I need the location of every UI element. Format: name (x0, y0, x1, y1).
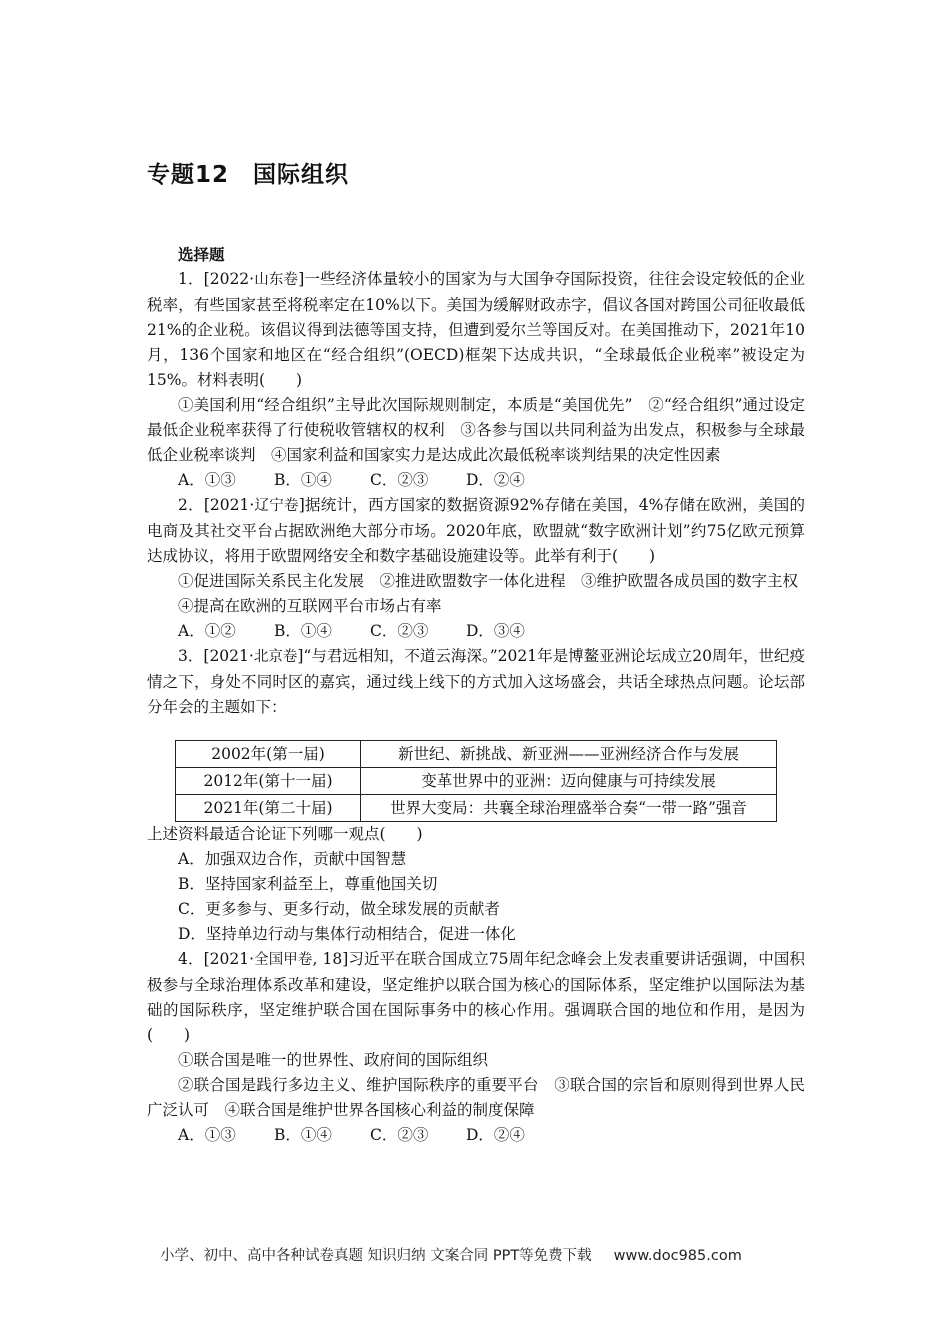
choice-d[interactable]: D．②④ (466, 471, 525, 489)
source-tag: 全国甲卷 (254, 952, 313, 968)
choice-a[interactable]: A．①③ (178, 471, 236, 489)
question-1-choices (147, 468, 805, 493)
section-heading: 选择题 (178, 245, 225, 264)
choice-b[interactable]: B．①④ (274, 471, 332, 489)
table-cell-theme: 新世纪、新挑战、新亚洲——亚洲经济合作与发展 (361, 741, 777, 768)
table-cell-theme: 世界大变局：共襄全球治理盛举合奏“一带一路”强音 (361, 795, 777, 822)
forum-theme-table (175, 740, 777, 822)
choice-d[interactable]: D．③④ (466, 622, 525, 640)
source-tag: 辽宁卷 (254, 498, 299, 514)
question-2-options-1: ①促进国际关系民主化发展 ②推进欧盟数字一体化进程 ③维护欧盟各成员国的数字主权 (178, 572, 799, 590)
table-cell-year: 2021年(第二十届) (176, 795, 361, 822)
footer-text: 小学、初中、高中各种试卷真题 知识归纳 文案合同 PPT等免费下载 (160, 1248, 592, 1264)
choice-d[interactable]: D．②④ (466, 1126, 525, 1144)
question-4-options-2: ②联合国是践行多边主义、维护国际秩序的重要平台 ③联合国的宗旨和原则得到世界人民广泛认可 ④联合国是维护世界各国核心利益的制度保障 (147, 1076, 805, 1119)
table-row (176, 741, 777, 768)
table-cell-theme: 变革世界中的亚洲：迈向健康与可持续发展 (361, 768, 777, 795)
choice-c[interactable]: C．②③ (370, 622, 429, 640)
source-tag: 山东卷 (254, 272, 299, 288)
question-4-choices (147, 1123, 805, 1148)
table-cell-year: 2002年(第一届) (176, 741, 361, 768)
choice-b[interactable]: B．①④ (274, 1126, 332, 1144)
table-row (176, 768, 777, 795)
choice-d[interactable]: D．坚持单边行动与集体行动相结合，促进一体化 (178, 925, 516, 943)
choice-c[interactable]: C．②③ (370, 471, 429, 489)
question-4-stem: 4．[2021·全国甲卷, 18]习近平在联合国成立75周年纪念峰会上发表重要讲话强调，中国积极参与全球治理体系改革和建设，坚定维护以联合国为核心的国际体系，坚定维护以国际法为基础的国际秩序，坚定维护联合国在国际事务中的核心作用。强调联合国的地位和作用，是因为( ) (147, 950, 805, 1044)
table-cell-year: 2012年(第十一届) (176, 768, 361, 795)
choice-c[interactable]: C．②③ (370, 1126, 429, 1144)
choice-a[interactable]: A．加强双边合作，贡献中国智慧 (178, 850, 407, 868)
choice-c[interactable]: C．更多参与、更多行动，做全球发展的贡献者 (178, 900, 500, 918)
choice-a[interactable]: A．①③ (178, 1126, 236, 1144)
choice-b[interactable]: B．①④ (274, 622, 332, 640)
table-row (176, 795, 777, 822)
question-2-stem: 2．[2021·辽宁卷]据统计，西方国家的数据资源92%存储在美国，4%存储在欧洲，美国的电商及其社交平台占据欧洲绝大部分市场。2020年底，欧盟就“数字欧洲计划”约75亿欧元预算达成协议，将用于欧盟网络安全和数字基础设施建设等。此举有利于( ) (147, 496, 805, 565)
question-1-options: ①美国利用“经合组织”主导此次国际规则制定，本质是“美国优先” ②“经合组织”通过设定最低企业税率获得了行使税收管辖权的权利 ③各参与国以共同利益为出发点，积极参与全球最低企业税率谈判 ④国家利益和国家实力是达成此次最低税率谈判结果的决定性因素 (147, 396, 805, 464)
question-3-ask: 上述资料最适合论证下列哪一观点( ) (147, 825, 423, 843)
question-2-options-2: ④提高在欧洲的互联网平台市场占有率 (178, 597, 442, 615)
choice-b[interactable]: B．坚持国家利益至上，尊重他国关切 (178, 875, 438, 893)
question-body (147, 242, 805, 1148)
page-footer (160, 1244, 742, 1265)
question-1-stem: 1．[2022·山东卷]一些经济体量较小的国家为与大国争夺国际投资，往往会设定较低的企业税率，有些国家甚至将税率定在10%以下。美国为缓解财政赤字，倡议各国对跨国公司征收最低21%的企业税。该倡议得到法德等国支持，但遭到爱尔兰等国反对。在美国推动下，2021年10月，136个国家和地区在“经合组织”(OECD)框架下达成共识，“全球最低企业税率”被设定为15%。材料表明( ) (147, 270, 805, 389)
source-tag: 北京卷 (253, 649, 298, 665)
question-4-options-1: ①联合国是唯一的世界性、政府间的国际组织 (178, 1051, 489, 1069)
choice-a[interactable]: A．①② (178, 622, 236, 640)
footer-link[interactable]: www.doc985.com (613, 1248, 742, 1264)
question-2-choices (147, 619, 805, 644)
question-3-stem: 3．[2021·北京卷]“与君远相知，不道云海深。”2021年是博鳌亚洲论坛成立20周年，世纪疫情之下，身处不同时区的嘉宾，通过线上线下的方式加入这场盛会，共话全球热点问题。论坛部分年会的主题如下： (147, 647, 805, 716)
page-title: 专题12 国际组织 (147, 162, 350, 188)
